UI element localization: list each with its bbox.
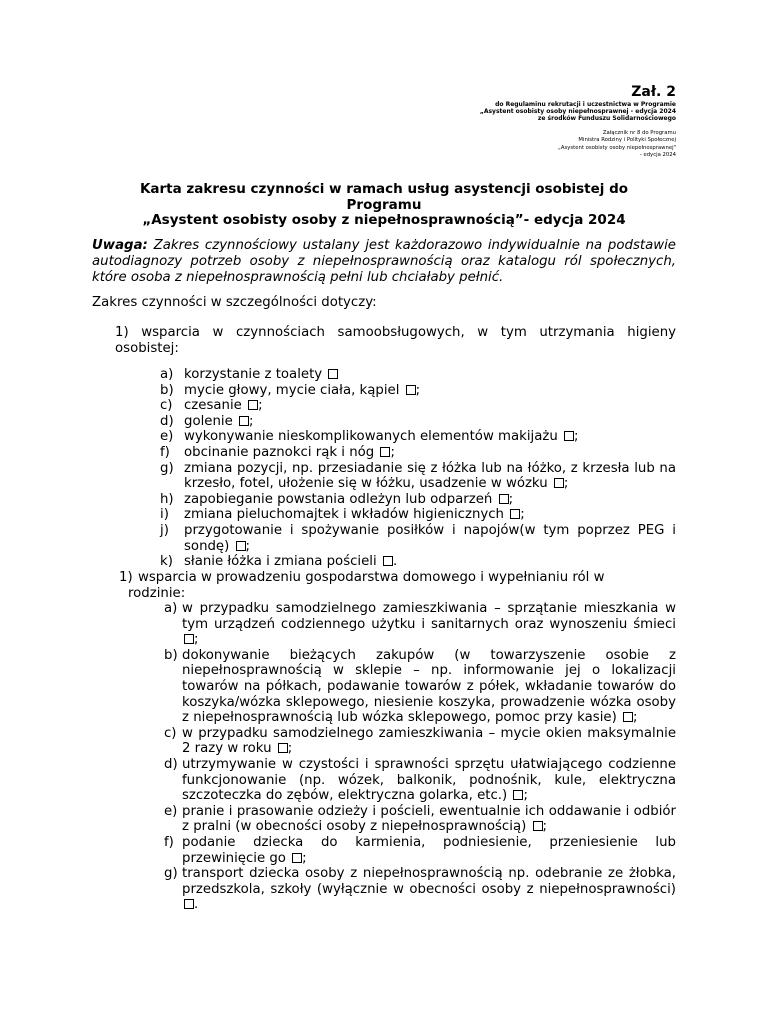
list-item (160, 429, 676, 445)
item-text: korzystanie z toalety (184, 367, 323, 382)
list-item (160, 461, 676, 492)
item-text: podanie dziecka do karmienia, podniesienie, przeniesienie lub przewinięcie go (182, 834, 676, 866)
item-punctuation: ; (563, 476, 569, 492)
item-marker: d) (160, 413, 174, 429)
item-text: dokonywanie bieżących zakupów (w towarzyszenie osobie z niepełnosprawnością w sklepie – np. informowanie jej o lokalizacji towarów na półkach, podawanie towarów z półek, wkładanie towarów do koszyka/wózka sklepowego, niesienie koszyka, prowadzenie wózka osoby z niepełnosprawnością lub wózka sklepowego, pomoc przy kasie) (182, 647, 676, 726)
regulation-reference (376, 101, 676, 122)
item-marker: g) (164, 866, 178, 882)
list-item (160, 383, 676, 399)
item-punctuation: . (392, 554, 398, 570)
checkbox[interactable] (236, 541, 246, 551)
item-punctuation: ; (287, 741, 293, 757)
regulation-line: ze środków Funduszu Solidarnościowego (537, 115, 676, 122)
item-text: zapobieganie powstania odleżyn lub odparzeń (184, 491, 493, 507)
section-2-text: wsparcia w prowadzeniu gospodarstwa domowego i wypełnianiu ról w (138, 570, 605, 585)
item-punctuation: ; (574, 429, 579, 445)
item-punctuation: ; (194, 632, 199, 648)
item-marker: d) (164, 756, 178, 772)
item-marker: j) (160, 522, 169, 538)
checkbox[interactable] (510, 509, 520, 519)
item-punctuation: ; (633, 710, 638, 726)
item-text: transport dziecka osoby z niepełnosprawnością np. odebranie ze żłobka, przedszkola, szkoły (wyłącznie w obecności osoby z niepełnosprawności) (182, 866, 676, 897)
item-text: słanie łóżka i zmiana pościeli (184, 554, 377, 570)
list-item (160, 523, 676, 554)
item-marker: b) (160, 382, 174, 398)
checkbox[interactable] (380, 447, 390, 457)
item-punctuation: ; (542, 819, 547, 835)
checkbox[interactable] (406, 385, 416, 395)
list-item (160, 445, 676, 461)
item-text: wykonywanie nieskomplikowanych elementów makijażu (184, 429, 558, 445)
section-2-heading (119, 570, 676, 601)
checkbox[interactable] (533, 821, 543, 831)
annex-line: Załącznik nr 8 do Programu (602, 130, 676, 136)
item-punctuation: ; (249, 413, 254, 429)
list-item (160, 507, 676, 523)
section-1-heading: 1) wsparcia w czynnościach samoobsługowych, w tym utrzymania higieny osobistej: (115, 325, 676, 356)
item-punctuation: ; (415, 382, 421, 398)
item-marker: c) (164, 725, 177, 741)
item-text: golenie (184, 413, 233, 429)
item-marker: e) (164, 803, 178, 819)
item-text: w przypadku samodzielnego zamieszkiwania – mycie okien maksymalnie 2 razy w roku (182, 725, 676, 757)
item-marker: a) (160, 367, 174, 382)
item-punctuation: ; (520, 507, 525, 523)
item-punctuation: ; (258, 398, 263, 414)
section-1-list (160, 367, 676, 570)
checkbox[interactable] (513, 790, 523, 800)
item-text: pranie i prasowanie odzieży i pościeli, ewentualnie ich oddawanie i odbiór z pralni (w obecności osoby z niepełnosprawnością) (182, 803, 676, 835)
item-text: zmiana pieluchomajtek i wkładów higienicznych (184, 507, 504, 523)
section-2-text-cont: rodzinie: (128, 585, 186, 601)
checkbox[interactable] (248, 400, 258, 410)
note-paragraph (92, 238, 676, 286)
note-label: Uwaga: (92, 238, 148, 253)
regulation-line: do Regulaminu rekrutacji i uczestnictwa w Programie (495, 101, 676, 108)
checkbox[interactable] (328, 369, 338, 379)
item-punctuation: . (194, 897, 199, 913)
list-item (164, 726, 676, 757)
note-text: Zakres czynnościowy ustalany jest każdorazowo indywidualnie na podstawie autodiagnozy potrzeb osoby z niepełnosprawnością oraz katalogu ról społecznych, które osoba z niepełnosprawnością pełni lub chciałaby pełnić. (92, 238, 676, 285)
item-marker: c) (160, 398, 173, 414)
checkbox[interactable] (278, 743, 288, 753)
checkbox[interactable] (292, 853, 302, 863)
document-title (92, 182, 676, 229)
list-item (164, 757, 676, 804)
title-line: Programu (346, 196, 422, 213)
list-item (160, 398, 676, 414)
item-punctuation: ; (245, 538, 251, 554)
item-text: czesanie (184, 398, 242, 414)
item-marker: f) (160, 444, 170, 460)
item-marker: a) (164, 601, 178, 616)
item-text: utrzymywanie w czystości i sprawności sprzętu ułatwiającego codzienne funkcjonowanie (np. wózek, balkonik, podnośnik, kule, elektryczna szczoteczka do zębów, elektryczna golarka, etc.) (182, 756, 676, 804)
regulation-line: „Asystent osobisty osoby niepełnosprawnej - edycja 2024 (479, 108, 676, 115)
list-item (160, 414, 676, 430)
checkbox[interactable] (623, 712, 633, 722)
annex-line: Ministra Rodziny i Polityki Społecznej (578, 137, 676, 144)
checkbox[interactable] (554, 478, 564, 488)
item-marker: h) (160, 491, 174, 507)
annex-reference (376, 130, 676, 160)
title-line: „Asystent osobisty osoby z niepełnosprawnością”- edycja 2024 (142, 212, 626, 228)
item-marker: g) (160, 460, 174, 476)
checkbox[interactable] (239, 416, 249, 426)
item-marker: i) (160, 507, 169, 523)
item-marker: b) (164, 647, 178, 663)
checkbox[interactable] (184, 899, 194, 909)
item-text: w przypadku samodzielnego zamieszkiwania – sprzątanie mieszkania w tym urządzeń codziennego użytku i sanitarnych oraz wynoszeniu śmieci (182, 601, 676, 632)
checkbox[interactable] (383, 556, 393, 566)
section-2-list (164, 601, 676, 913)
list-item (164, 866, 676, 913)
item-text: obcinanie paznokci rąk i nóg (184, 444, 375, 460)
intro-text: Zakres czynności w szczególności dotyczy: (92, 295, 377, 310)
list-item (164, 835, 676, 866)
item-punctuation: ; (390, 444, 395, 460)
checkbox[interactable] (184, 634, 194, 644)
item-text: zmiana pozycji, np. przesiadanie się z łóżka lub na łóżko, z krzesła lub na krzesło, fotel, ułożenie się w łóżku, usadzenie w wózku (184, 460, 676, 492)
list-item (160, 492, 676, 508)
item-marker: e) (160, 429, 174, 445)
item-punctuation: ; (508, 491, 514, 507)
list-item (160, 367, 676, 383)
item-text: mycie głowy, mycie ciała, kąpiel (184, 382, 400, 398)
item-marker: k) (160, 554, 173, 570)
list-item (164, 601, 676, 648)
item-marker: f) (164, 834, 174, 850)
annex-line: „Asystent osobisty osoby niepełnosprawnej" (558, 144, 676, 151)
section-marker: 1) (119, 570, 133, 585)
attachment-label: Zał. 2 (631, 84, 676, 100)
annex-line: - edycja 2024 (639, 152, 676, 159)
title-line: Karta zakresu czynności w ramach usług asystencji osobistej do (139, 181, 629, 197)
item-punctuation: ; (523, 788, 528, 804)
list-item (164, 804, 676, 835)
list-item (164, 648, 676, 726)
item-punctuation: ; (302, 850, 307, 866)
checkbox[interactable] (564, 431, 574, 441)
list-item (160, 554, 676, 570)
item-text: przygotowanie i spożywanie posiłków i napojów(w tym poprzez PEG i sondę) (184, 522, 676, 554)
checkbox[interactable] (499, 494, 509, 504)
